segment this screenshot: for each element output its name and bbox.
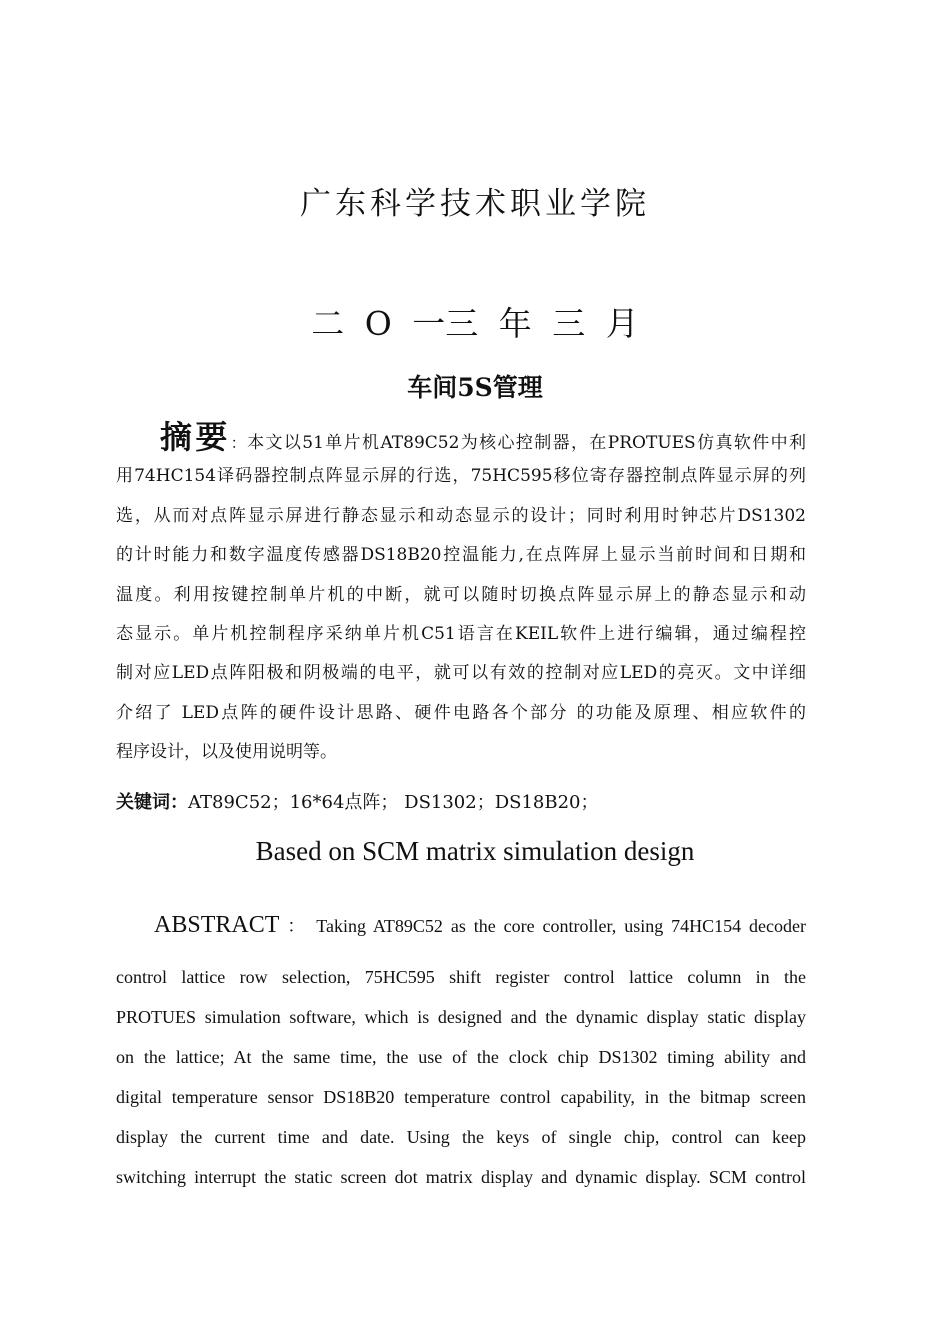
en-abstract-text: Taking AT89C52 as the core controller, using 74HC154 decoder — [316, 916, 806, 936]
abstract-text: 本文以51单片机AT89C52为核心控制器，在PROTUES仿真软件中利 — [247, 433, 806, 453]
abstract-line: 介绍了 LED点阵的硬件设计思路、硬件电路各个部分 的功能及原理、相应软件的 — [116, 702, 806, 723]
en-abstract-line: control lattice row selection, 75HC595 shift register control lattice column in the — [116, 967, 806, 987]
abstract-line: 的计时能力和数字温度传感器DS18B20控温能力,在点阵屏上显示当前时间和日期和 — [116, 545, 806, 566]
en-abstract-heading: ABSTRACT — [154, 912, 280, 938]
english-abstract — [116, 905, 806, 1197]
abstract-line — [116, 418, 806, 457]
en-abstract-colon: ： — [279, 916, 309, 936]
document-title: 车间5S管理 — [407, 373, 543, 402]
abstract-line: 程序设计，以及使用说明等。 — [116, 742, 337, 763]
abstract-line: 用74HC154译码器控制点阵显示屏的行选，75HC595移位寄存器控制点阵显示屏的列 — [116, 466, 806, 487]
abstract-line: 温度。利用按键控制单片机的中断，就可以随时切换点阵显示屏上的静态显示和动 — [116, 584, 806, 605]
en-abstract-line: digital temperature sensor DS18B20 temperature control capability, in the bitmap screen — [116, 1087, 806, 1107]
en-abstract-line: display the current time and date. Using the keys of single chip, control can keep — [116, 1127, 806, 1147]
school-name: 广东科学技术职业学院 — [300, 186, 650, 222]
english-title: Based on SCM matrix simulation design — [255, 836, 695, 866]
keywords-line — [116, 788, 806, 814]
chinese-abstract — [116, 418, 806, 773]
en-abstract-line — [116, 905, 806, 957]
abstract-line: 制对应LED点阵阳极和阴极端的电平，就可以有效的控制对应LED的亮灭。文中详细 — [116, 663, 806, 684]
en-abstract-line: on the lattice; At the same time, the use of the clock chip DS1302 timing ability and — [116, 1047, 806, 1067]
abstract-line: 态显示。单片机控制程序采纳单片机C51语言在KEIL软件上进行编辑，通过编程控 — [116, 623, 806, 644]
abstract-line: 选，从而对点阵显示屏进行静态显示和动态显示的设计；同时利用时钟芯片DS1302 — [116, 505, 806, 526]
abstract-colon: ： — [230, 434, 248, 452]
en-abstract-line: PROTUES simulation software, which is designed and the dynamic display static display — [116, 1007, 806, 1027]
keywords-value: AT89C52；16*64点阵； DS1302；DS18B20； — [188, 792, 599, 813]
keywords-label: 关键词： — [116, 792, 188, 813]
date-line: 二 O 一三 年 三 月 — [311, 304, 639, 343]
abstract-heading: 摘要 — [160, 418, 231, 456]
en-abstract-line: switching interrupt the static screen dot matrix display and dynamic display. SCM control — [116, 1167, 806, 1187]
